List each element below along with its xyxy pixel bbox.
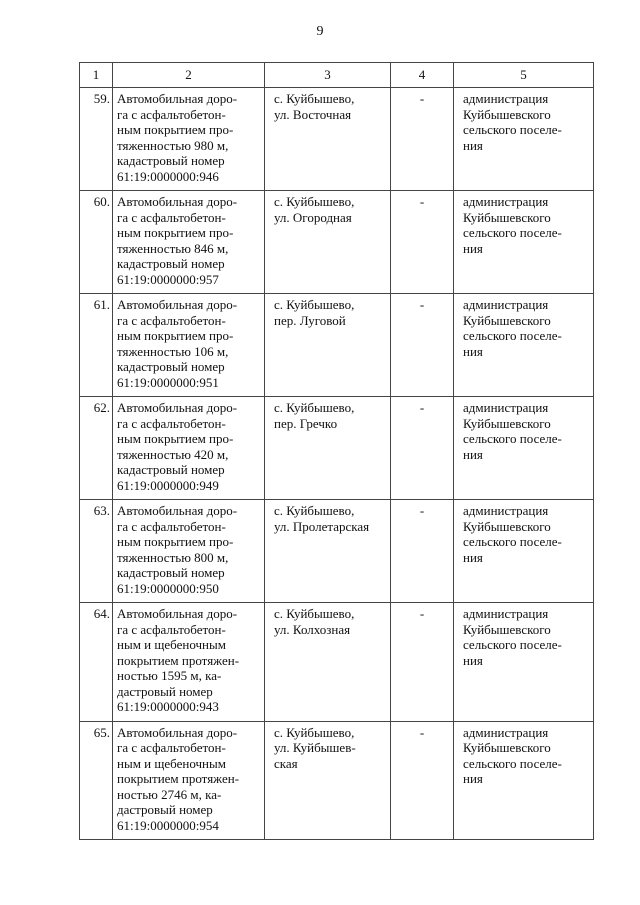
- column-4-cell: -: [391, 88, 454, 191]
- location-cell: [265, 603, 391, 722]
- object-description-line: Автомобильная доро-: [117, 297, 238, 312]
- owner-line: сельского поселе-: [463, 122, 562, 137]
- column-4-cell: -: [391, 721, 454, 840]
- object-description-cell: [113, 500, 265, 603]
- object-description-line: Автомобильная доро-: [117, 91, 238, 106]
- location-line: ская: [274, 755, 298, 771]
- owner-line: сельского поселе-: [463, 755, 562, 771]
- object-description-line: ным покрытием про-: [117, 431, 234, 446]
- header-col-4: 4: [391, 63, 454, 88]
- page-number: 9: [316, 24, 324, 39]
- owner-line: ния: [463, 771, 483, 786]
- owner-line: Куйбышевского: [463, 740, 551, 755]
- owner-line: сельского поселе-: [463, 534, 562, 549]
- owner-line: Куйбышевского: [463, 106, 551, 122]
- object-description-line: га с асфальтобетон-: [117, 106, 226, 122]
- location-line: ул. Колхозная: [274, 621, 351, 637]
- header-col-2: 2: [113, 63, 265, 88]
- location-line: ул. Огородная: [274, 209, 352, 225]
- owner-cell: [454, 88, 594, 191]
- owner-line: ния: [463, 137, 483, 153]
- owner-line: Куйбышевского: [463, 209, 551, 225]
- object-description-line: ным и щебеночным: [117, 755, 226, 771]
- object-description-line: ным покрытием про-: [117, 534, 234, 549]
- object-description-line: дастровый номер: [117, 802, 213, 817]
- location-line: с. Куйбышево,: [274, 724, 355, 740]
- owner-line: Куйбышевского: [463, 415, 551, 431]
- object-description-cell: [113, 191, 265, 294]
- owner-line: ния: [463, 343, 483, 359]
- column-4-cell: -: [391, 294, 454, 397]
- object-description-line: га с асфальтобетон-: [117, 621, 226, 637]
- table-row: [80, 294, 594, 397]
- object-description-cell: [113, 721, 265, 840]
- object-description-line: ным покрытием про-: [117, 328, 234, 343]
- owner-cell: [454, 191, 594, 294]
- owner-line: администрация: [463, 503, 549, 518]
- object-description-line: га с асфальтобетон-: [117, 312, 226, 328]
- location-line: пер. Гречко: [274, 415, 338, 431]
- object-description-line: ным и щебеночным: [117, 637, 226, 652]
- object-description-line: ностью 1595 м, ка-: [117, 668, 222, 683]
- location-line: пер. Луговой: [274, 312, 346, 328]
- object-description-line: га с асфальтобетон-: [117, 415, 226, 431]
- object-description-line: Автомобильная доро-: [117, 194, 238, 209]
- owner-cell: [454, 500, 594, 603]
- object-description-line: тяженностью 846 м,: [117, 240, 229, 256]
- owner-line: сельского поселе-: [463, 225, 562, 240]
- object-description-line: дастровый номер: [117, 683, 213, 699]
- object-description-line: Автомобильная доро-: [117, 606, 238, 621]
- object-description-line: ным покрытием про-: [117, 122, 234, 137]
- owner-line: администрация: [463, 724, 549, 740]
- row-number-cell: 59.: [80, 88, 113, 191]
- column-4-cell: -: [391, 500, 454, 603]
- table-row: [80, 191, 594, 294]
- owner-line: сельского поселе-: [463, 637, 562, 652]
- object-description-line: 61:19:0000000:946: [117, 168, 219, 184]
- object-description-line: покрытием протяжен-: [117, 771, 240, 786]
- owner-cell: [454, 603, 594, 722]
- owner-cell: [454, 721, 594, 840]
- row-number-cell: 62.: [80, 397, 113, 500]
- table-header-row: [80, 63, 594, 88]
- owner-line: ния: [463, 446, 483, 462]
- owner-line: администрация: [463, 194, 549, 209]
- object-description-cell: [113, 603, 265, 722]
- location-cell: [265, 294, 391, 397]
- row-number-cell: 60.: [80, 191, 113, 294]
- object-description-line: га с асфальтобетон-: [117, 209, 226, 225]
- owner-line: Куйбышевского: [463, 312, 551, 328]
- header-col-1: 1: [80, 63, 113, 88]
- table-row: [80, 721, 594, 840]
- location-line: ул. Пролетарская: [274, 518, 370, 534]
- row-number-cell: 63.: [80, 500, 113, 603]
- location-cell: [265, 500, 391, 603]
- owner-line: сельского поселе-: [463, 328, 562, 343]
- row-number-cell: 65.: [80, 721, 113, 840]
- location-line: с. Куйбышево,: [274, 503, 355, 518]
- road-registry-table: [79, 62, 594, 840]
- object-description-line: 61:19:0000000:943: [117, 699, 219, 714]
- object-description-line: кадастровый номер: [117, 153, 225, 168]
- object-description-line: 61:19:0000000:949: [117, 477, 219, 493]
- owner-line: администрация: [463, 91, 549, 106]
- object-description-line: кадастровый номер: [117, 565, 225, 580]
- location-cell: [265, 88, 391, 191]
- location-line: с. Куйбышево,: [274, 194, 355, 209]
- object-description-line: 61:19:0000000:954: [117, 817, 219, 833]
- object-description-line: покрытием протяжен-: [117, 652, 240, 668]
- owner-cell: [454, 294, 594, 397]
- object-description-line: кадастровый номер: [117, 359, 225, 374]
- location-line: с. Куйбышево,: [274, 606, 355, 621]
- object-description-line: тяженностью 420 м,: [117, 446, 229, 462]
- object-description-line: кадастровый номер: [117, 462, 225, 477]
- object-description-line: Автомобильная доро-: [117, 400, 238, 415]
- object-description-line: тяженностью 980 м,: [117, 137, 229, 153]
- location-cell: [265, 191, 391, 294]
- location-line: с. Куйбышево,: [274, 297, 355, 312]
- object-description-line: га с асфальтобетон-: [117, 740, 226, 755]
- owner-line: администрация: [463, 606, 549, 621]
- owner-line: Куйбышевского: [463, 621, 551, 637]
- owner-line: сельского поселе-: [463, 431, 562, 446]
- owner-line: администрация: [463, 400, 549, 415]
- object-description-line: Автомобильная доро-: [117, 724, 238, 740]
- object-description-line: ным покрытием про-: [117, 225, 234, 240]
- object-description-line: ностью 2746 м, ка-: [117, 786, 222, 802]
- owner-line: ния: [463, 549, 483, 565]
- object-description-line: 61:19:0000000:950: [117, 580, 219, 596]
- object-description-cell: [113, 294, 265, 397]
- column-4-cell: -: [391, 603, 454, 722]
- row-number-cell: 64.: [80, 603, 113, 722]
- column-4-cell: -: [391, 191, 454, 294]
- object-description-line: га с асфальтобетон-: [117, 518, 226, 534]
- table-row: [80, 88, 594, 191]
- object-description-cell: [113, 88, 265, 191]
- owner-line: Куйбышевского: [463, 518, 551, 534]
- header-col-3: 3: [265, 63, 391, 88]
- location-line: с. Куйбышево,: [274, 91, 355, 106]
- object-description-cell: [113, 397, 265, 500]
- object-description-line: тяженностью 106 м,: [117, 343, 229, 359]
- location-cell: [265, 721, 391, 840]
- object-description-line: тяженностью 800 м,: [117, 549, 229, 565]
- table-row: [80, 500, 594, 603]
- object-description-line: 61:19:0000000:951: [117, 374, 219, 390]
- location-cell: [265, 397, 391, 500]
- owner-line: ния: [463, 240, 483, 256]
- owner-cell: [454, 397, 594, 500]
- location-line: ул. Восточная: [274, 106, 352, 122]
- row-number-cell: 61.: [80, 294, 113, 397]
- object-description-line: Автомобильная доро-: [117, 503, 238, 518]
- location-line: с. Куйбышево,: [274, 400, 355, 415]
- table-row: [80, 603, 594, 722]
- owner-line: ния: [463, 652, 483, 668]
- table-row: [80, 397, 594, 500]
- location-line: ул. Куйбышев-: [274, 740, 356, 755]
- object-description-line: кадастровый номер: [117, 256, 225, 271]
- header-col-5: 5: [454, 63, 594, 88]
- owner-line: администрация: [463, 297, 549, 312]
- object-description-line: 61:19:0000000:957: [117, 271, 219, 287]
- column-4-cell: -: [391, 397, 454, 500]
